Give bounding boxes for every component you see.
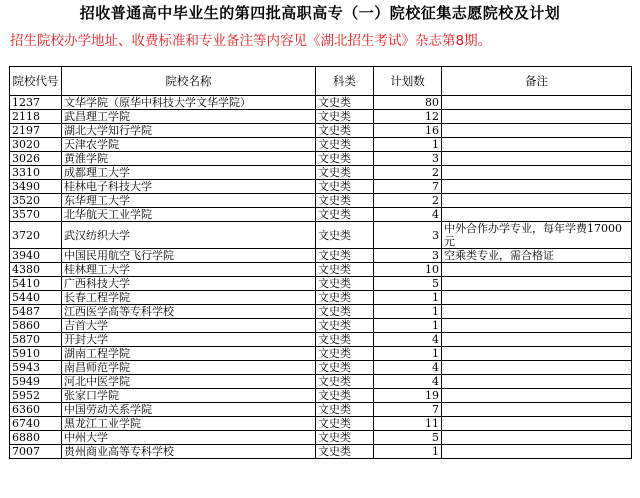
cell-name: 中州大学 xyxy=(62,431,316,445)
cell-note xyxy=(442,361,632,375)
table-row xyxy=(10,417,632,431)
cell-code: 7007 xyxy=(10,445,62,459)
cell-type: 文史类 xyxy=(316,347,374,361)
table-row xyxy=(10,319,632,333)
cell-type: 文史类 xyxy=(316,263,374,277)
table-row xyxy=(10,166,632,180)
table-row xyxy=(10,194,632,208)
cell-note xyxy=(442,124,632,138)
cell-note xyxy=(442,389,632,403)
cell-note xyxy=(442,263,632,277)
cell-note xyxy=(442,333,632,347)
cell-type: 文史类 xyxy=(316,431,374,445)
cell-name: 黑龙江工业学院 xyxy=(62,417,316,431)
cell-type: 文史类 xyxy=(316,291,374,305)
cell-code: 5952 xyxy=(10,389,62,403)
cell-code: 3940 xyxy=(10,249,62,263)
cell-code: 5440 xyxy=(10,291,62,305)
cell-plan: 2 xyxy=(374,194,442,208)
cell-plan: 16 xyxy=(374,124,442,138)
cell-code: 3026 xyxy=(10,152,62,166)
cell-type: 文史类 xyxy=(316,180,374,194)
cell-code: 3020 xyxy=(10,138,62,152)
cell-note xyxy=(442,291,632,305)
cell-type: 文史类 xyxy=(316,375,374,389)
cell-plan: 7 xyxy=(374,403,442,417)
cell-plan: 4 xyxy=(374,333,442,347)
cell-note xyxy=(442,375,632,389)
cell-code: 5870 xyxy=(10,333,62,347)
cell-note xyxy=(442,277,632,291)
table-row xyxy=(10,110,632,124)
header-note: 备注 xyxy=(442,67,632,96)
cell-plan: 1 xyxy=(374,291,442,305)
cell-code: 2197 xyxy=(10,124,62,138)
cell-note: 中外合作办学专业，每年学费17000元 xyxy=(442,222,632,249)
table-row xyxy=(10,333,632,347)
cell-code: 2118 xyxy=(10,110,62,124)
cell-plan: 3 xyxy=(374,152,442,166)
cell-code: 6740 xyxy=(10,417,62,431)
table-row xyxy=(10,445,632,459)
cell-type: 文史类 xyxy=(316,222,374,249)
cell-name: 黄淮学院 xyxy=(62,152,316,166)
cell-name: 北华航天工业学院 xyxy=(62,208,316,222)
cell-plan: 7 xyxy=(374,180,442,194)
cell-note xyxy=(442,305,632,319)
cell-type: 文史类 xyxy=(316,138,374,152)
cell-name: 吉首大学 xyxy=(62,319,316,333)
cell-note xyxy=(442,166,632,180)
cell-plan: 19 xyxy=(374,389,442,403)
cell-plan: 4 xyxy=(374,208,442,222)
cell-code: 3570 xyxy=(10,208,62,222)
table-row xyxy=(10,305,632,319)
cell-code: 3520 xyxy=(10,194,62,208)
cell-code: 3490 xyxy=(10,180,62,194)
table-row xyxy=(10,389,632,403)
cell-type: 文史类 xyxy=(316,389,374,403)
cell-code: 4380 xyxy=(10,263,62,277)
cell-name: 广西科技大学 xyxy=(62,277,316,291)
cell-plan: 2 xyxy=(374,166,442,180)
cell-name: 成都理工大学 xyxy=(62,166,316,180)
cell-note xyxy=(442,138,632,152)
cell-note xyxy=(442,180,632,194)
cell-name: 中国民用航空飞行学院 xyxy=(62,249,316,263)
cell-code: 3310 xyxy=(10,166,62,180)
table-row xyxy=(10,96,632,110)
header-code: 院校代号 xyxy=(10,67,62,96)
cell-plan: 80 xyxy=(374,96,442,110)
cell-plan: 4 xyxy=(374,361,442,375)
cell-name: 开封大学 xyxy=(62,333,316,347)
cell-plan: 3 xyxy=(374,222,442,249)
cell-type: 文史类 xyxy=(316,417,374,431)
cell-note xyxy=(442,431,632,445)
cell-type: 文史类 xyxy=(316,194,374,208)
table-row xyxy=(10,152,632,166)
table-row xyxy=(10,180,632,194)
cell-plan: 1 xyxy=(374,347,442,361)
cell-type: 文史类 xyxy=(316,305,374,319)
header-plan: 计划数 xyxy=(374,67,442,96)
cell-name: 张家口学院 xyxy=(62,389,316,403)
cell-plan: 1 xyxy=(374,138,442,152)
cell-note xyxy=(442,445,632,459)
college-plan-table xyxy=(9,66,632,459)
cell-note xyxy=(442,403,632,417)
cell-code: 5910 xyxy=(10,347,62,361)
table-row xyxy=(10,347,632,361)
cell-type: 文史类 xyxy=(316,277,374,291)
table-body xyxy=(10,96,632,459)
cell-name: 桂林电子科技大学 xyxy=(62,180,316,194)
cell-name: 湖南工程学院 xyxy=(62,347,316,361)
cell-code: 5410 xyxy=(10,277,62,291)
cell-type: 文史类 xyxy=(316,96,374,110)
header-type: 科类 xyxy=(316,67,374,96)
cell-plan: 1 xyxy=(374,445,442,459)
table-header-row xyxy=(10,67,632,96)
cell-code: 6880 xyxy=(10,431,62,445)
cell-name: 湖北大学知行学院 xyxy=(62,124,316,138)
cell-plan: 4 xyxy=(374,375,442,389)
table-row xyxy=(10,361,632,375)
cell-type: 文史类 xyxy=(316,403,374,417)
cell-plan: 1 xyxy=(374,305,442,319)
table-row xyxy=(10,431,632,445)
cell-type: 文史类 xyxy=(316,152,374,166)
cell-note: 空乘类专业，需合格证 xyxy=(442,249,632,263)
cell-plan: 12 xyxy=(374,110,442,124)
cell-type: 文史类 xyxy=(316,445,374,459)
cell-type: 文史类 xyxy=(316,361,374,375)
table-row xyxy=(10,403,632,417)
cell-note xyxy=(442,319,632,333)
cell-name: 东华理工大学 xyxy=(62,194,316,208)
cell-type: 文史类 xyxy=(316,333,374,347)
page-title: 招收普通高中毕业生的第四批高职高专（一）院校征集志愿院校及计划 xyxy=(79,4,561,22)
cell-note xyxy=(442,96,632,110)
table-row xyxy=(10,263,632,277)
cell-plan: 5 xyxy=(374,431,442,445)
cell-note xyxy=(442,208,632,222)
cell-name: 天津农学院 xyxy=(62,138,316,152)
cell-type: 文史类 xyxy=(316,319,374,333)
table-row xyxy=(10,222,632,249)
cell-code: 1237 xyxy=(10,96,62,110)
cell-plan: 11 xyxy=(374,417,442,431)
cell-name: 桂林理工大学 xyxy=(62,263,316,277)
table-row xyxy=(10,249,632,263)
cell-plan: 10 xyxy=(374,263,442,277)
table-row xyxy=(10,375,632,389)
notice-text: 招生院校办学地址、收费标准和专业备注等内容见《湖北招生考试》杂志第8期。 xyxy=(10,33,492,49)
cell-name: 贵州商业高等专科学校 xyxy=(62,445,316,459)
cell-note xyxy=(442,347,632,361)
cell-plan: 1 xyxy=(374,319,442,333)
cell-note xyxy=(442,110,632,124)
table-row xyxy=(10,291,632,305)
cell-code: 5949 xyxy=(10,375,62,389)
cell-name: 南昌师范学院 xyxy=(62,361,316,375)
cell-type: 文史类 xyxy=(316,124,374,138)
cell-plan: 3 xyxy=(374,249,442,263)
table-row xyxy=(10,277,632,291)
cell-name: 中国劳动关系学院 xyxy=(62,403,316,417)
cell-name: 河北中医学院 xyxy=(62,375,316,389)
cell-code: 3720 xyxy=(10,222,62,249)
table-row xyxy=(10,124,632,138)
cell-type: 文史类 xyxy=(316,110,374,124)
cell-code: 5487 xyxy=(10,305,62,319)
table-row xyxy=(10,208,632,222)
cell-name: 江西医学高等专科学校 xyxy=(62,305,316,319)
cell-type: 文史类 xyxy=(316,208,374,222)
cell-name: 文华学院（原华中科技大学文华学院） xyxy=(62,96,316,110)
cell-name: 长春工程学院 xyxy=(62,291,316,305)
cell-code: 5943 xyxy=(10,361,62,375)
cell-code: 6360 xyxy=(10,403,62,417)
cell-name: 武汉纺织大学 xyxy=(62,222,316,249)
cell-note xyxy=(442,194,632,208)
cell-note xyxy=(442,152,632,166)
cell-type: 文史类 xyxy=(316,166,374,180)
cell-plan: 5 xyxy=(374,277,442,291)
cell-code: 5860 xyxy=(10,319,62,333)
cell-name: 武昌理工学院 xyxy=(62,110,316,124)
table-row xyxy=(10,138,632,152)
cell-note xyxy=(442,417,632,431)
header-name: 院校名称 xyxy=(62,67,316,96)
cell-type: 文史类 xyxy=(316,249,374,263)
